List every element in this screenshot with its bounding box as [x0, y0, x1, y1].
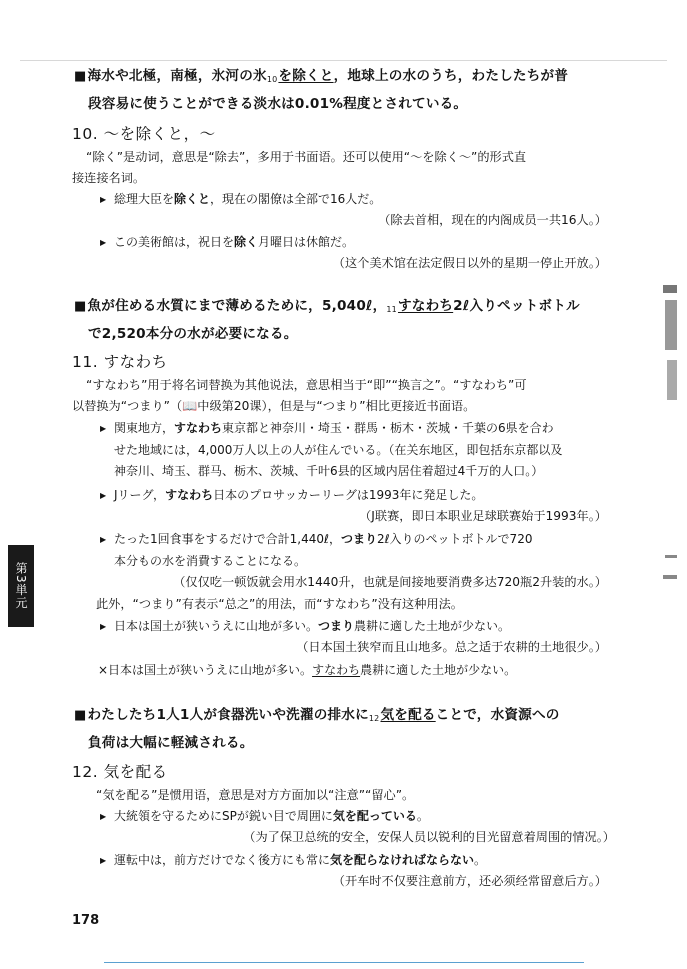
grammar-highlight: 除く: [234, 235, 259, 249]
translation: （为了保卫总统的安全，安保人员以锐利的目光留意着周围的情况。）: [243, 830, 615, 844]
grammar-point: を除くと: [278, 68, 334, 84]
example-text: 魚が住める水質にまで薄めるために，5,040ℓ，: [87, 298, 387, 314]
example-text: で2,520本分の水が必要になる。: [88, 326, 298, 342]
example-item: ▶ 運転中は，前方だけでなく後方にも常に気を配らなければならない。: [100, 850, 486, 872]
scan-artifact: [667, 360, 677, 400]
usage-note: 此外，“つまり”有表示“总之”的用法，而“すなわち”没有这种用法。: [96, 597, 463, 611]
section-description: “除く”是动词，意思是“除去”，多用于书面语。还可以使用“～を除く～”的形式直: [86, 150, 527, 164]
grammar-point: 気を配る: [380, 707, 436, 723]
grammar-highlight: つまり: [340, 532, 377, 546]
section-heading-10: 10. ～を除くと，～: [72, 125, 216, 143]
bottom-rule: [104, 962, 584, 963]
example-text: 段容易に使うことができる淡水は0.01%程度とされている。: [88, 96, 468, 112]
grammar-number: 11: [386, 305, 397, 314]
triangle-bullet-icon: ▶: [100, 535, 107, 544]
grammar-highlight: すなわち: [165, 488, 214, 502]
square-bullet-icon: ■: [74, 69, 87, 84]
scan-artifact: [663, 575, 677, 579]
triangle-bullet-icon: ▶: [100, 238, 107, 247]
example-item: ▶ Jリーグ，すなわち日本のプロサッカーリーグは1993年に発足した。: [100, 485, 483, 507]
section-description-cont: 接连接名词。: [72, 171, 146, 185]
grammar-highlight: すなわち: [174, 421, 223, 435]
example-sentence-10: [74, 64, 614, 116]
example-text: わたしたち1人1人が食器洗いや洗濯の排水に: [87, 707, 369, 723]
grammar-highlight: つまり: [318, 619, 355, 633]
section-description-cont: 以替换为“つまり”（📖中级第20课），但是与“つまり”相比更接近书面语。: [72, 399, 476, 413]
page-number: 178: [72, 913, 100, 928]
triangle-bullet-icon: ▶: [100, 856, 107, 865]
triangle-bullet-icon: ▶: [100, 491, 107, 500]
top-rule: [20, 60, 667, 61]
square-bullet-icon: ■: [74, 708, 87, 723]
triangle-bullet-icon: ▶: [100, 424, 107, 433]
example-text: ，地球上の水のうち，わたしたちが普: [333, 68, 569, 84]
example-item: ▶ この美術館は，祝日を除く月曜日は休館だ。: [100, 232, 354, 254]
example-text: ことで，水資源への: [435, 707, 560, 723]
example-item: ▶ 日本は国土が狭いうえに山地が多い。つまり農耕に適した土地が少ない。: [100, 616, 510, 638]
example-item: ▶ 総理大臣を除くと，現在の閣僚は全部で16人だ。: [100, 189, 381, 211]
translation: （仅仅吃一顿饭就会用水1440升，也就是间接地要消费多达720瓶2升装的水。）: [173, 575, 607, 589]
example-item: ▶ 大統領を守るためにSPが鋭い目で周囲に気を配っている。: [100, 806, 429, 828]
section-heading-12: 12. 気を配る: [72, 763, 168, 781]
grammar-number: 12: [368, 714, 380, 723]
grammar-point: すなわち: [397, 298, 454, 314]
translation: （这个美术馆在法定假日以外的星期一停止开放。）: [332, 256, 607, 270]
grammar-highlight: 除くと: [174, 192, 211, 206]
grammar-highlight: 気を配らなければならない: [330, 853, 475, 867]
example-text: 負荷は大幅に軽減される。: [88, 735, 254, 751]
example-text: 2ℓ入りペットボトル: [453, 298, 580, 314]
incorrect-grammar: すなわち: [312, 663, 361, 677]
example-sentence-11: [74, 294, 614, 346]
section-description: “すなわち”用于将名词替换为其他说法，意思相当于“即”“换言之”。“すなわち”可: [86, 378, 527, 392]
section-heading-11: 11. すなわち: [72, 353, 168, 371]
square-bullet-icon: ■: [74, 299, 87, 314]
scan-artifact: [665, 300, 677, 350]
grammar-number: 10: [266, 75, 278, 84]
triangle-bullet-icon: ▶: [100, 622, 107, 631]
incorrect-example: ×日本は国土が狭いうえに山地が多い。すなわち農耕に適した土地が少ない。: [98, 663, 517, 677]
translation: （开车时不仅要注意前方，还必须经常留意后方。）: [332, 874, 607, 888]
example-item: ▶ 関東地方，すなわち東京都と神奈川・埼玉・群馬・栃木・茨城・千葉の6県を合わ せた地域には，4,000万人以上の人が住んでいる。（在关东地区，即包括东京都以及 神奈川、埼玉、群马、栃木、茨城、千叶6县的区域内居住着超过4千万的人口。）: [100, 418, 620, 483]
example-sentence-12: [74, 703, 614, 755]
translation: （除去首相，现在的内阁成员一共16人。）: [378, 213, 607, 227]
triangle-bullet-icon: ▶: [100, 812, 107, 821]
example-item: ▶ たった1回食事をするだけで合計1,440ℓ，つまり2ℓ入りのペットボトルで720 本分もの水を消費することになる。: [100, 529, 620, 572]
unit-side-tab: 第3単元: [8, 545, 34, 627]
translation: （日本国土狭窄而且山地多。总之适于农耕的土地很少。）: [296, 640, 607, 654]
section-description: “気を配る”是惯用语，意思是对方方面加以“注意”“留心”。: [96, 788, 415, 802]
translation: （J联赛，即日本职业足球联赛始于1993年。）: [359, 509, 607, 523]
example-text: 海水や北極，南極，氷河の氷: [87, 68, 267, 84]
grammar-highlight: 気を配っている: [332, 809, 417, 823]
scan-artifact: [663, 285, 677, 293]
triangle-bullet-icon: ▶: [100, 195, 107, 204]
scan-artifact: [665, 555, 677, 558]
